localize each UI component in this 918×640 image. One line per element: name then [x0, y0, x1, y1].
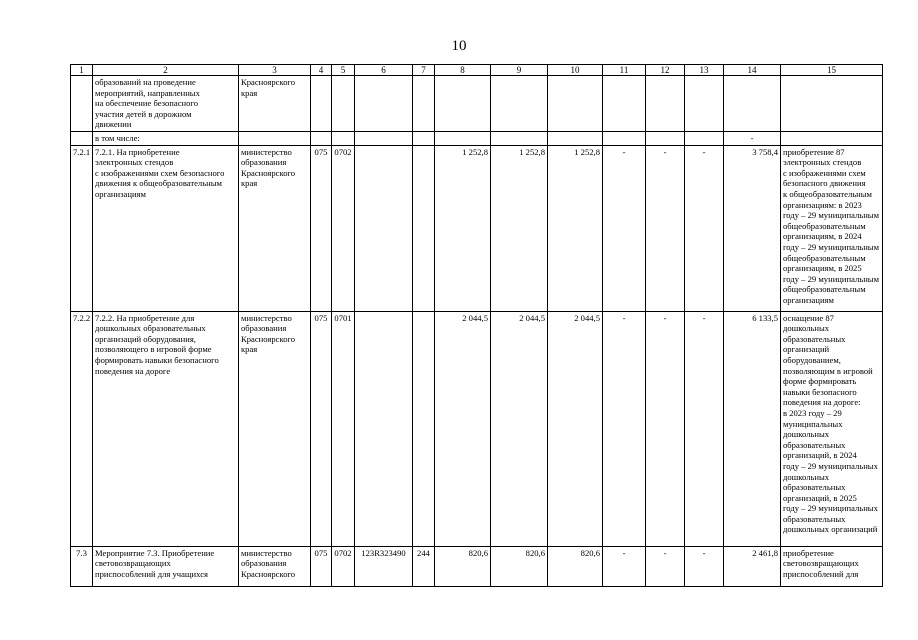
section-code: 0702	[332, 546, 355, 586]
amount-total: 3 758,4	[724, 145, 781, 311]
col-header: 5	[332, 65, 355, 76]
amount-col12: -	[646, 546, 685, 586]
amount-col11: -	[603, 145, 646, 311]
table-row-continuation	[71, 76, 883, 132]
amount-2025: 1 252,8	[548, 145, 603, 311]
col-header: 4	[311, 65, 332, 76]
amount-col13: -	[685, 145, 724, 311]
col-header: 6	[355, 65, 413, 76]
amount-col12: -	[646, 311, 685, 546]
amount-2023: 2 044,5	[435, 311, 491, 546]
col-header: 12	[646, 65, 685, 76]
grbs-code: 075	[311, 145, 332, 311]
amount-2024: 820,6	[491, 546, 548, 586]
grbs-code: 075	[311, 311, 332, 546]
col-header: 8	[435, 65, 491, 76]
row-number: 7.2.1	[71, 145, 93, 311]
amount-col11: -	[603, 546, 646, 586]
measure-name: образований на проведение мероприятий, направленных на обеспечение безопасного участия детей в дорожном движении	[93, 76, 239, 132]
col-header: 15	[781, 65, 883, 76]
row-number: 7.2.2	[71, 311, 93, 546]
section-code: 0701	[332, 311, 355, 546]
amount-col12: -	[646, 145, 685, 311]
amount-total: 6 133,5	[724, 311, 781, 546]
expected-result: приобретение световозвращающих приспособлений для	[781, 546, 883, 586]
row-number: 7.3	[71, 546, 93, 586]
expected-result: оснащение 87 дошкольных образовательных организаций оборудованием, позволяющим в игровой форме формировать навыки безопасного поведения на дороге: в 2023 году – 29 муниципальных дошкольных образовательных организаций, в 2024 году – 29 муниципальных дошкольных образовательных организаций, в 2025 году – 29 муниципальных образовательных дошкольных организаций	[781, 311, 883, 546]
header-row	[71, 65, 883, 76]
col-header: 14	[724, 65, 781, 76]
page-number: 10	[451, 38, 467, 54]
table-row-including	[71, 132, 883, 146]
section-code: 0702	[332, 145, 355, 311]
executor: министерство образования Красноярского края	[239, 311, 311, 546]
budget-table	[70, 64, 883, 587]
amount-col13: -	[685, 311, 724, 546]
executor: министерство образования Красноярского края	[239, 145, 311, 311]
amount-col11: -	[603, 311, 646, 546]
expense-type: 244	[413, 546, 435, 586]
amount-2024: 1 252,8	[491, 145, 548, 311]
amount-2023: 1 252,8	[435, 145, 491, 311]
target-article	[355, 311, 413, 546]
col-header: 13	[685, 65, 724, 76]
amount-2023: 820,6	[435, 546, 491, 586]
expense-type	[413, 145, 435, 311]
col-header: 9	[491, 65, 548, 76]
measure-name: Мероприятие 7.3. Приобретение световозвращающих приспособлений для учащихся	[93, 546, 239, 586]
col-header: 1	[71, 65, 93, 76]
col-header: 2	[93, 65, 239, 76]
amount-2025: 820,6	[548, 546, 603, 586]
expected-result: приобретение 87 электронных стендов с изображениями схем безопасного движения к общеобразовательным организациям: в 2023 году – 29 муниципальным общеобразовательным организациям, в 2024 году – 29 муниципальным общеобразовательным организациям, в 2025 году – 29 муниципальным общеобразовательным организациям	[781, 145, 883, 311]
amount-total: 2 461,8	[724, 546, 781, 586]
measure-name: 7.2.2. На приобретение для дошкольных образовательных организаций оборудования, позволяющего в игровой форме формировать навыки безопасного поведения на дороге	[93, 311, 239, 546]
target-article: 123R323490	[355, 546, 413, 586]
col-header: 11	[603, 65, 646, 76]
amount-2025: 2 044,5	[548, 311, 603, 546]
amount-2024: 2 044,5	[491, 311, 548, 546]
measure-name: 7.2.1. На приобретение электронных стендов с изображениями схем безопасного движения к общеобразовательным организациям	[93, 145, 239, 311]
col-header: 7	[413, 65, 435, 76]
table-row	[71, 311, 883, 546]
target-article	[355, 145, 413, 311]
total-cell: -	[724, 132, 781, 146]
col-header: 3	[239, 65, 311, 76]
table-row	[71, 546, 883, 586]
grbs-code: 075	[311, 546, 332, 586]
executor: Красноярского края	[239, 76, 311, 132]
expense-type	[413, 311, 435, 546]
col-header: 10	[548, 65, 603, 76]
executor: министерство образования Красноярского	[239, 546, 311, 586]
including-label: в том числе:	[93, 132, 239, 146]
table-row	[71, 145, 883, 311]
amount-col13: -	[685, 546, 724, 586]
